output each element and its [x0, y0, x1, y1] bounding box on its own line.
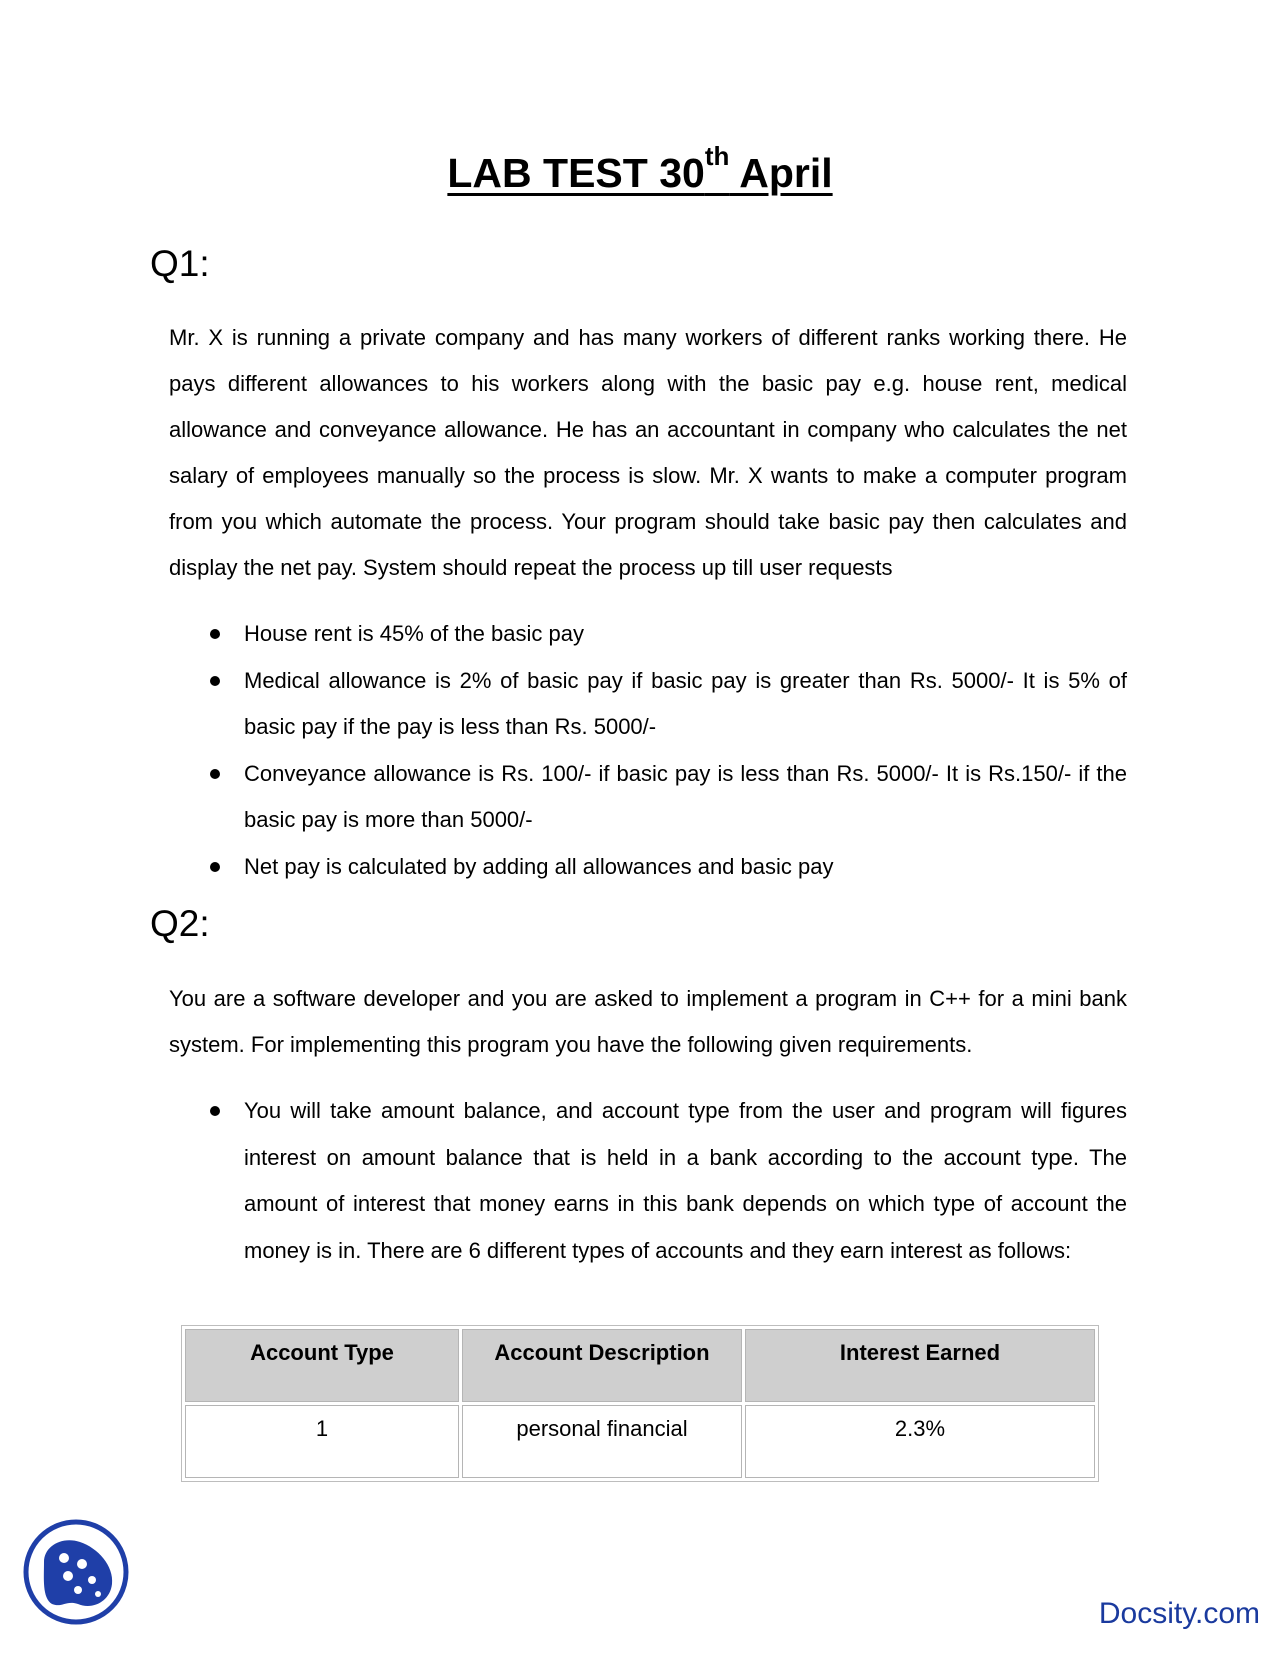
table-header-row [185, 1329, 1095, 1402]
bullet-icon [210, 676, 220, 686]
bullet-icon [210, 1106, 220, 1116]
q1-bullet-list [169, 611, 1127, 890]
list-item: House rent is 45% of the basic pay [169, 611, 1127, 658]
table-cell: personal financial [462, 1405, 742, 1478]
table-header: Account Type [185, 1329, 459, 1402]
table-cell: 2.3% [745, 1405, 1095, 1478]
bullet-icon [210, 862, 220, 872]
table-row [185, 1405, 1095, 1478]
q2-bullet-list [169, 1088, 1127, 1274]
page-title: LAB TEST 30th April [447, 141, 833, 196]
docsity-brand-link[interactable]: Docsity.com [1098, 1597, 1260, 1630]
bullet-icon [210, 769, 220, 779]
q1-paragraph: Mr. X is running a private company and has many workers of different ranks working there. He pays different allowances to his workers along with the basic pay e.g. house rent, medical allowance and conveyance allowance. He has an accountant in company who calculates the net salary of employees manually so the process is slow. Mr. X wants to make a computer program from you which automate the process. Your program should take basic pay then calculates and display the net pay. System should repeat the process up till user requests [169, 325, 1127, 580]
bullet-icon [210, 629, 220, 639]
q2-paragraph: You are a software developer and you are asked to implement a program in C++ for a mini bank system. For implementing this program you have the following given requirements. [169, 986, 1127, 1057]
table-header: Interest Earned [745, 1329, 1095, 1402]
q1-heading: Q1: [150, 243, 210, 284]
account-table [181, 1325, 1099, 1482]
docsity-logo-icon [22, 1518, 130, 1626]
table-header: Account Description [462, 1329, 742, 1402]
list-item: Net pay is calculated by adding all allowances and basic pay [169, 844, 1127, 891]
list-item: You will take amount balance, and account type from the user and program will figures interest on amount balance that is held in a bank according to the account type. The amount of interest that money earns in this bank depends on which type of account the money is in. There are 6 different types of accounts and they earn interest as follows: [169, 1088, 1127, 1274]
table-cell: 1 [185, 1405, 459, 1478]
list-item: Conveyance allowance is Rs. 100/- if basic pay is less than Rs. 5000/- It is Rs.150/- if the basic pay is more than 5000/- [169, 751, 1127, 844]
q2-heading: Q2: [150, 903, 210, 944]
list-item: Medical allowance is 2% of basic pay if basic pay is greater than Rs. 5000/- It is 5% of basic pay if the pay is less than Rs. 5000/- [169, 658, 1127, 751]
